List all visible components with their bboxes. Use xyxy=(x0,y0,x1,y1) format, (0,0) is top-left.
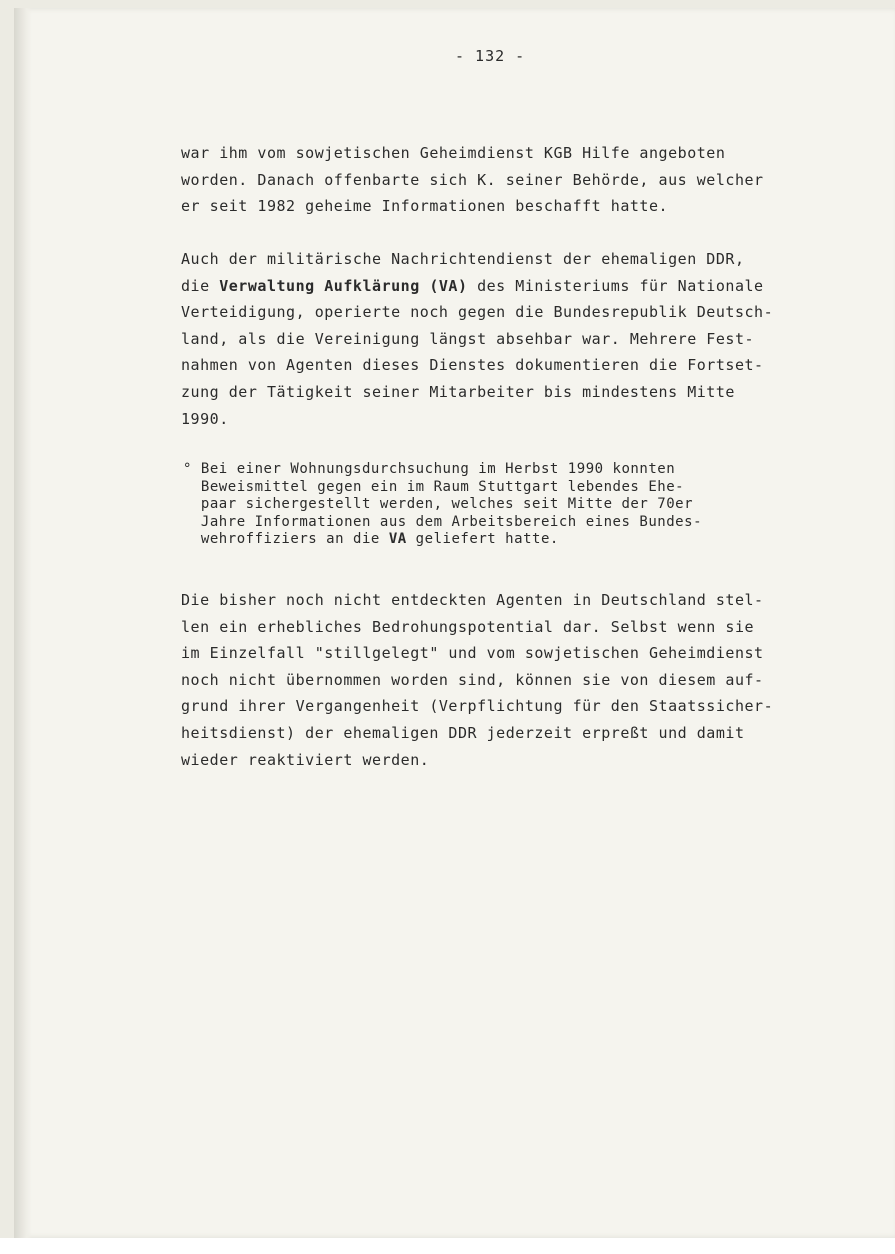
text-line: worden. Danach offenbarte sich K. seiner Behörde, aus welcher xyxy=(181,170,764,189)
text-line: zung der Tätigkeit seiner Mitarbeiter bis mindestens Mitte xyxy=(181,382,735,401)
paragraph-military-intelligence xyxy=(181,246,773,432)
text-line: heitsdienst) der ehemaligen DDR jederzeit erpreßt und damit xyxy=(181,723,745,742)
paragraph-undiscovered-agents xyxy=(181,587,773,773)
text-line: noch nicht übernommen worden sind, können sie von diesem auf- xyxy=(181,670,764,689)
text-line: 1990. xyxy=(181,409,229,428)
bold-term-va-short: VA xyxy=(388,531,407,547)
scan-bottom-margin xyxy=(0,1238,895,1254)
page-number: - 132 - xyxy=(455,47,526,65)
text-line: grund ihrer Vergangenheit (Verpflichtung für den Staatssicher- xyxy=(181,697,774,716)
note-line: Beweismittel gegen ein im Raum Stuttgart lebendes Ehe- xyxy=(183,478,685,495)
text-line: nahmen von Agenten dieses Dienstes dokumentieren die Fortset- xyxy=(181,356,764,375)
note-line: ° Bei einer Wohnungsdurchsuchung im Herbst 1990 konnten xyxy=(183,461,676,477)
text-line: er seit 1982 geheime Informationen beschafft hatte. xyxy=(181,197,669,216)
paragraph-kgb xyxy=(181,140,764,220)
note-line-suffix: geliefert hatte. xyxy=(406,531,559,547)
text-line: land, als die Vereinigung längst absehbar war. Mehrere Fest- xyxy=(181,329,755,348)
note-line: paar sichergestellt werden, welches seit Mitte der 70er xyxy=(183,496,694,512)
text-line: Die bisher noch nicht entdeckten Agenten in Deutschland stel- xyxy=(181,591,764,609)
footnote xyxy=(183,461,702,549)
binding-shadow xyxy=(14,8,32,1238)
note-line: Jahre Informationen aus dem Arbeitsbereich eines Bundes- xyxy=(183,513,703,530)
text-line: wieder reaktiviert werden. xyxy=(181,750,430,769)
text-line: im Einzelfall "stillgelegt" und vom sowjetischen Geheimdienst xyxy=(181,644,764,663)
text-line: Auch der militärische Nachrichtendienst der ehemaligen DDR, xyxy=(181,250,745,268)
text-line-suffix: des Ministeriums für Nationale xyxy=(467,276,764,295)
text-line: war ihm vom sowjetischen Geheimdienst KGB Hilfe angeboten xyxy=(181,144,726,162)
note-line-prefix: wehroffiziers an die xyxy=(183,531,389,547)
text-line: Verteidigung, operierte noch gegen die Bundesrepublik Deutsch- xyxy=(181,303,774,322)
text-line: len ein erhebliches Bedrohungspotential dar. Selbst wenn sie xyxy=(181,617,755,636)
text-line-prefix: die xyxy=(181,276,220,295)
bold-term-va: Verwaltung Aufklärung (VA) xyxy=(219,276,468,295)
